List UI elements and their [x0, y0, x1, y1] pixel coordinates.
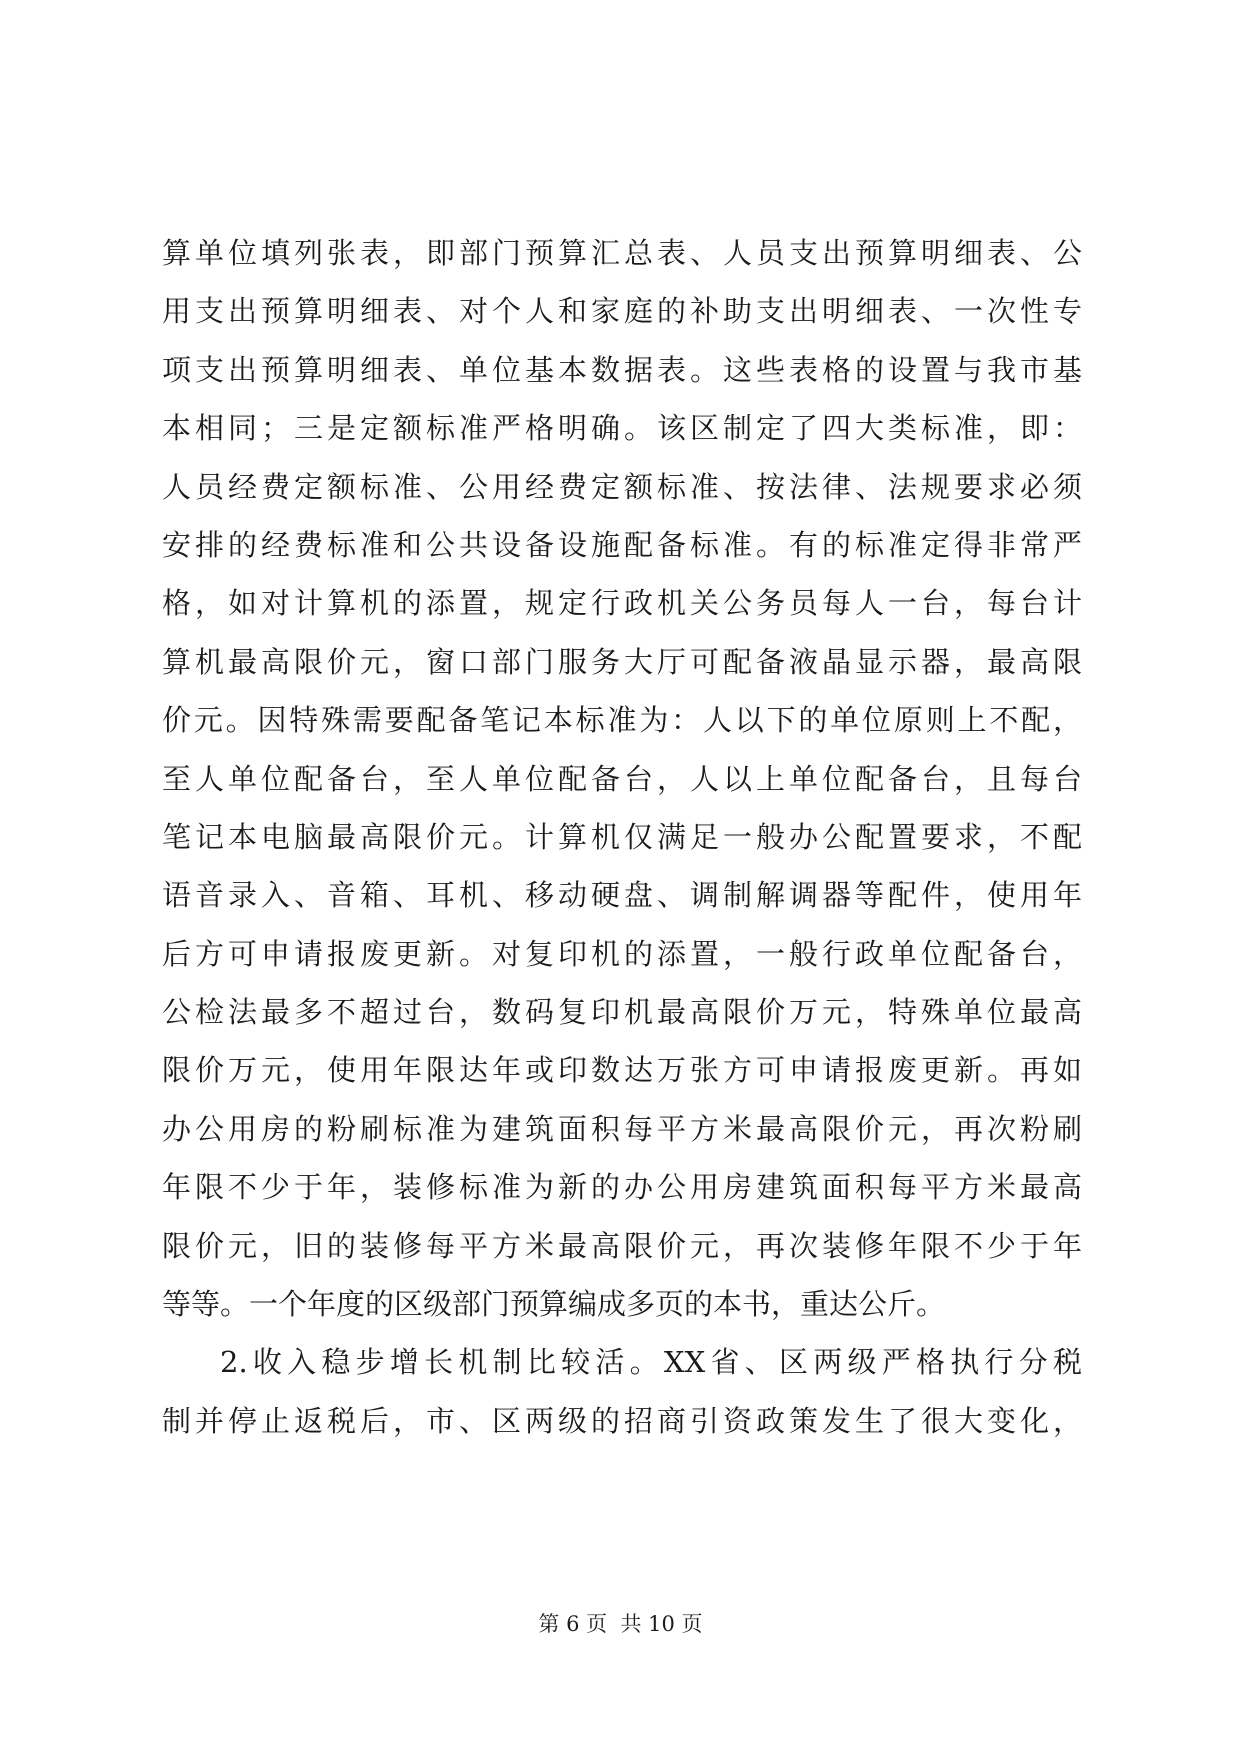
text-line: 价元。因特殊需要配备笔记本标准为：人以下的单位原则上不配，: [162, 703, 1082, 738]
text-line: 算单位填列张表，即部门预算汇总表、人员支出预算明细表、公: [162, 236, 1082, 270]
page-footer: [0, 1608, 1241, 1638]
text-line: 办公用房的粉刷标准为建筑面积每平方米最高限价元，再次粉刷: [162, 1111, 1082, 1146]
text-line: 笔记本电脑最高限价元。计算机仅满足一般办公配置要求，不配: [162, 819, 1082, 854]
text-line: 人员经费定额标准、公用经费定额标准、按法律、法规要求必须: [162, 469, 1082, 504]
page-number: 第 6 页 共 10 页: [538, 1612, 703, 1636]
text-line: 2.收入稳步增长机制比较活。XX省、区两级严格执行分税: [220, 1345, 1082, 1380]
text-line: 制并停止返税后，市、区两级的招商引资政策发生了很大变化，: [162, 1403, 1082, 1438]
text-line: 语音录入、音箱、耳机、移动硬盘、调制解调器等配件，使用年: [162, 878, 1082, 913]
text-line: 项支出预算明细表、单位基本数据表。这些表格的设置与我市基: [162, 352, 1082, 387]
text-line: 等等。一个年度的区级部门预算编成多页的本书，重达公斤。: [162, 1287, 946, 1322]
text-line: 限价元，旧的装修每平方米最高限价元，再次装修年限不少于年: [162, 1228, 1082, 1263]
text-line: 限价万元，使用年限达年或印数达万张方可申请报废更新。再如: [162, 1053, 1082, 1088]
text-line: 本相同；三是定额标准严格明确。该区制定了四大类标准，即：: [162, 411, 1082, 446]
text-line: 格，如对计算机的添置，规定行政机关公务员每人一台，每台计: [162, 586, 1082, 621]
text-line: 后方可申请报废更新。对复印机的添置，一般行政单位配备台，: [162, 936, 1082, 971]
text-line: 算机最高限价元，窗口部门服务大厅可配备液晶显示器，最高限: [162, 644, 1082, 679]
body-text: [162, 224, 1082, 1450]
text-line: 用支出预算明细表、对个人和家庭的补助支出明细表、一次性专: [162, 294, 1082, 329]
text-line: 公检法最多不超过台，数码复印机最高限价万元，特殊单位最高: [162, 995, 1082, 1030]
text-line: 年限不少于年，装修标准为新的办公用房建筑面积每平方米最高: [162, 1170, 1082, 1205]
text-line: 安排的经费标准和公共设备设施配备标准。有的标准定得非常严: [162, 527, 1082, 562]
text-line: 至人单位配备台，至人单位配备台，人以上单位配备台，且每台: [162, 761, 1082, 796]
